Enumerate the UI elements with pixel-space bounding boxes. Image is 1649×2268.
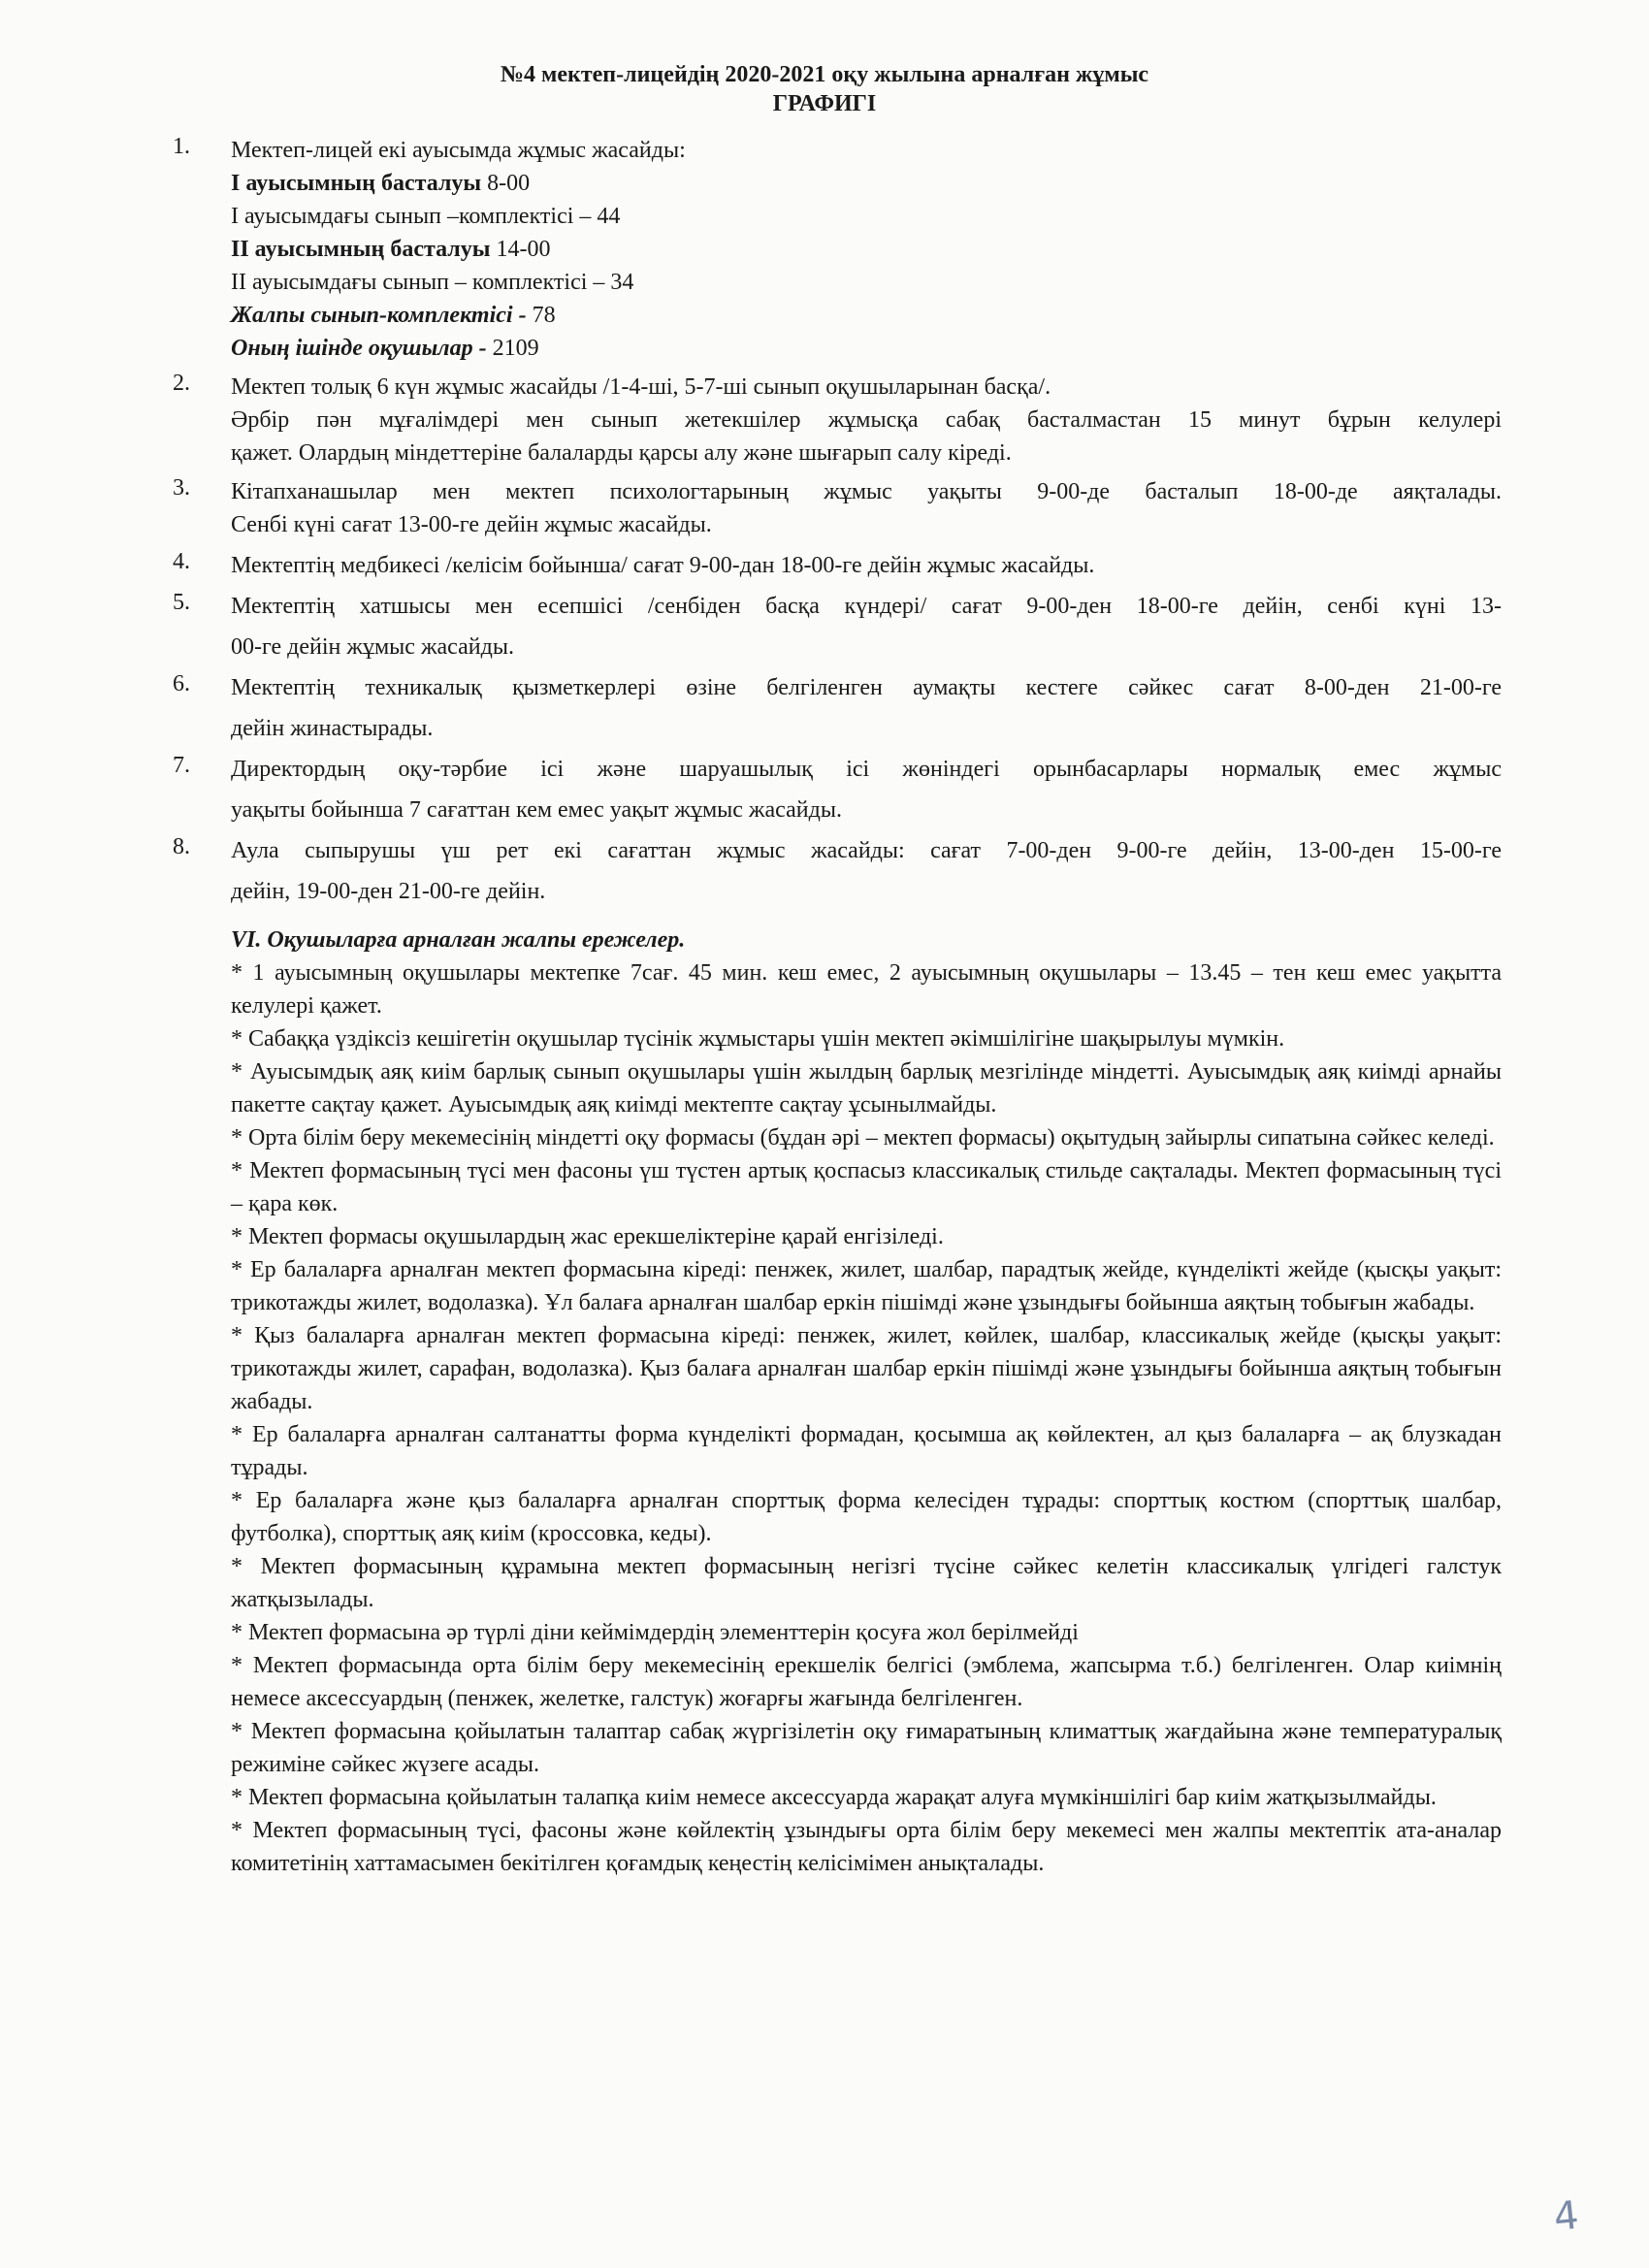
list-item-line (231, 266, 1502, 299)
line-text: уақыты бойынша 7 сағаттан кем емес уақыт жұмыс жасайды. (231, 797, 842, 823)
list-item-line (231, 753, 1502, 786)
list-item-line (231, 134, 1502, 167)
list-item-line (231, 712, 1502, 745)
rule-item: * Мектеп формасының түсі мен фасоны үш түстен артық қоспасыз классикалық стильде сақталады. Мектеп формасының түсі – қара көк. (231, 1158, 1502, 1216)
list-item-line (231, 875, 1502, 908)
rule-item: * Мектеп формасына қойылатын талапқа киім немесе аксессуарда жарақат алуға мүмкіншілігі бар киім жатқызылмайды. (231, 1785, 1437, 1810)
document-subtitle: ГРАФИГІ (772, 91, 877, 116)
rule-item: * Орта білім беру мекемесінің міндетті оқу формасы (бұдан әрі – мектеп формасы) оқытудың зайырлы сипатына сәйкес келеді. (231, 1125, 1495, 1150)
list-item-number: 7. (173, 753, 190, 778)
line-text: Директордың оқу-тәрбие ісі және шаруашылық ісі жөніндегі орынбасарлары нормалық емес жұмыс (231, 757, 1502, 782)
rule-item: * Мектеп формасына қойылатын талаптар сабақ жүргізілетін оқу ғимаратының климаттық жағдайына және температуралық режиміне сәйкес жүзеге асады. (231, 1719, 1502, 1777)
line-text: Әрбір пән мұғалімдері мен сынып жетекшілер жұмысқа сабақ басталмастан 15 минут бұрын келулері (231, 407, 1502, 433)
list-item-line (231, 404, 1502, 437)
line-text: дейін, 19-00-ден 21-00-ге дейін. (231, 879, 546, 904)
list-item-line (231, 299, 1502, 332)
rule-item: * Мектеп формасына әр түрлі діни кеймімдердің элементтерін қосуға жол берілмейді (231, 1620, 1079, 1645)
line-text: Мектеп толық 6 күн жұмыс жасайды /1-4-ші, 5-7-ші сынып оқушыларынан басқа/. (231, 374, 1051, 400)
rule-item: * Ер балаларға арналған мектеп формасына кіреді: пенжек, жилет, шалбар, парадтық жейде, күнделікті жейде (қысқы уақыт: трикотажды жилет, водолазка). Ұл балаға арналған шалбар еркін пішімді және ұзындығы бойынша аяқтың тобығын жабады. (231, 1257, 1502, 1315)
bold-label: І ауысымның басталуы (231, 171, 482, 196)
list-item (173, 753, 1502, 826)
list-item (173, 475, 1502, 541)
list-item-line (231, 233, 1502, 266)
rule-item: * Ауысымдық аяқ киім барлық сынып оқушылары үшін жылдың барлық мезгілінде міндетті. Ауысымдық аяқ киімді арнайы пакетте сақтау қажет. Ауысымдық аяқ киімді мектепте сақтау ұсынылмайды. (231, 1059, 1502, 1118)
rule-item: * Мектеп формасының түсі, фасоны және көйлектің ұзындығы орта білім беру мекемесі мен жалпы мектептік ата-аналар комитетінің хаттамасымен бекітілген қоғамдық кеңестің келісімімен анықталады. (231, 1818, 1502, 1876)
list-item-line (231, 167, 1502, 200)
bold-italic-label: Жалпы сынып-комплектісі - (231, 303, 527, 328)
list-item-number: 2. (173, 371, 190, 396)
line-text: 2109 (486, 336, 539, 361)
list-item-line (231, 590, 1502, 623)
bold-italic-label: Оның ішінде оқушылар - (231, 336, 487, 361)
line-text: 8-00 (481, 171, 531, 196)
list-item-line (231, 834, 1502, 867)
rule-item: * Мектеп формасында орта білім беру мекемесінің ерекшелік белгісі (эмблема, жапсырма т.б.) белгіленген. Олар киімнің немесе аксессуардың (пенжек, желетке, галстук) жоғарғы жағында белгіленген. (231, 1653, 1502, 1711)
list-item-number: 4. (173, 549, 190, 574)
list-item-line (231, 549, 1502, 582)
line-text: 78 (526, 303, 556, 328)
list-item (173, 590, 1502, 664)
list-item-line (231, 631, 1502, 664)
rule-item: * Ер балаларға және қыз балаларға арналған спорттық форма келесіден тұрады: спорттық костюм (спорттық шалбар, футболка), спорттық аяқ киім (кроссовка, кеды). (231, 1488, 1502, 1546)
list-item-number: 6. (173, 671, 190, 697)
line-text: ІІ ауысымдағы сынып – комплектісі – 34 (231, 270, 634, 295)
list-item-line (231, 332, 1502, 365)
list-item-line (231, 437, 1502, 470)
line-text: Мектеп-лицей екі ауысымда жұмыс жасайды: (231, 138, 686, 163)
line-text: Мектептің медбикесі /келісім бойынша/ сағат 9-00-дан 18-00-ге дейін жұмыс жасайды. (231, 553, 1095, 578)
list-item-line (231, 508, 1502, 541)
list-item-line (231, 671, 1502, 704)
rule-item: * Сабаққа үздіксіз кешігетін оқушылар түсінік жұмыстары үшін мектеп әкімшілігіне шақырылуы мүмкін. (231, 1026, 1285, 1052)
list-item-number: 1. (173, 134, 190, 159)
list-item (173, 549, 1502, 582)
list-item-number: 8. (173, 834, 190, 859)
line-text: 14-00 (490, 237, 551, 262)
line-text: қажет. Олардың міндеттеріне балаларды қарсы алу және шығарып салу кіреді. (231, 440, 1012, 466)
bold-label: ІІ ауысымның басталуы (231, 237, 491, 262)
list-item (173, 834, 1502, 908)
line-text: дейін жинастырады. (231, 716, 434, 741)
line-text: Кітапханашылар мен мектеп психологтарының жұмыс уақыты 9-00-де басталып 18-00-де аяқталады. (231, 479, 1502, 504)
list-item-line (231, 371, 1502, 404)
rules-list (231, 956, 1502, 1880)
rule-item: * Мектеп формасының құрамына мектеп формасының негізгі түсіне сәйкес келетін классикалық үлгідегі галстук жатқызылады. (231, 1554, 1502, 1612)
rules-section (231, 923, 1502, 1880)
list-item (173, 134, 1502, 365)
rule-item: * 1 ауысымның оқушылары мектепке 7сағ. 45 мин. кеш емес, 2 ауысымның оқушылары – 13.45 – тен кеш емес уақытта келулері қажет. (231, 960, 1502, 1019)
line-text: І ауысымдағы сынып –комплектісі – 44 (231, 204, 621, 229)
document-title: №4 мектеп-лицейдің 2020-2021 оқу жылына арналған жұмыс (500, 62, 1149, 87)
line-text: Мектептің хатшысы мен есепшісі /сенбіден басқа күндері/ сағат 9-00-ден 18-00-ге дейін, сенбі күні 13- (231, 594, 1502, 619)
list-item (173, 671, 1502, 745)
list-item-line (231, 794, 1502, 826)
rule-item: * Мектеп формасы оқушылардың жас ерекшеліктеріне қарай енгізіледі. (231, 1224, 944, 1249)
list-item-number: 5. (173, 590, 190, 615)
rules-heading: VI. Оқушыларға арналған жалпы ережелер. (231, 927, 686, 953)
rule-item: * Ер балаларға арналған салтанатты форма күнделікті формадан, қосымша ақ көйлектен, ал қыз балаларға – ақ блузкадан тұрады. (231, 1422, 1502, 1480)
list-item-number: 3. (173, 475, 190, 501)
schedule-list (173, 134, 1502, 908)
list-item-line (231, 200, 1502, 233)
line-text: Сенбі күні сағат 13-00-ге дейін жұмыс жасайды. (231, 512, 712, 537)
list-item-line (231, 475, 1502, 508)
line-text: 00-ге дейін жұмыс жасайды. (231, 634, 514, 660)
page-number: 4 (1551, 2192, 1581, 2241)
line-text: Аула сыпырушы үш рет екі сағаттан жұмыс жасайды: сағат 7-00-ден 9-00-ге дейін, 13-00-ден 15-00-ге (231, 838, 1502, 863)
rule-item: * Қыз балаларға арналған мектеп формасына кіреді: пенжек, жилет, көйлек, шалбар, классикалық жейде (қысқы уақыт: трикотажды жилет, сарафан, водолазка). Қыз балаға арналған шалбар еркін пішімді және ұзындығы бойынша аяқтың тобығын жабады. (231, 1323, 1502, 1414)
list-item (173, 371, 1502, 470)
line-text: Мектептің техникалық қызметкерлері өзіне белгіленген аумақты кестеге сәйкес сағат 8-00-ден 21-00-ге (231, 675, 1502, 700)
